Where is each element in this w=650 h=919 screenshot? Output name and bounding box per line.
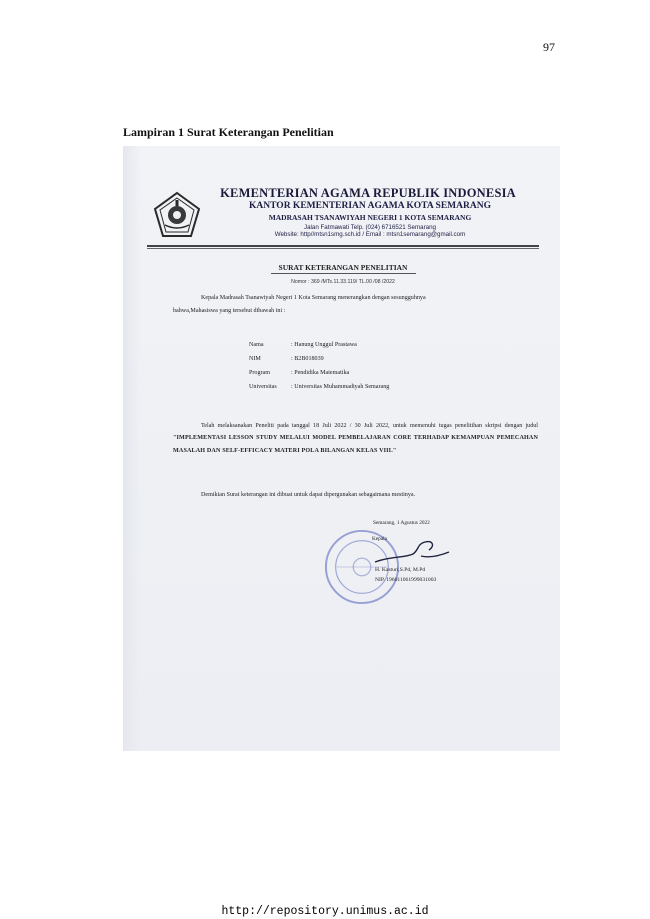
letter-number: Nomor : 369 /MTs.11.33.119/ TL.00 /08 /2022 [291,279,395,285]
letterhead-ministry: KEMENTERIAN AGAMA REPUBLIK INDONESIA [220,186,516,200]
statement-intro: Telah melaksanakan Peneliti pada tanggal 18 Juli 2022 / 30 Juli 2022, untuk memenuhi tugas penelitihan skripsi dengan judul [201,423,538,429]
opening-line-2: bahwa,Mahasiswa yang tersebut dibawah ini : [173,308,286,314]
letterhead-contact: Website: http//mtsn1smg.sch.id / Email : mtsn1semarang@gmail.com [274,231,466,238]
letterhead-office: KANTOR KEMENTERIAN AGAMA KOTA SEMARANG [249,201,491,211]
letterhead-rule-thin [147,248,539,249]
signer-role: Kepala [372,536,387,542]
field-value: : Pendidika Matematika [291,370,350,376]
field-label: Nama [249,342,264,348]
closing-line: Demikian Surat keterangan ini dibuat untuk dapat dipergunakan sebagaimana mestinya. [201,492,416,498]
repository-url: http://repository.unimus.ac.id [221,905,429,918]
thesis-title: "IMPLEMENTASI LESSON STUDY MELALUI MODEL PEMBELAJARAN CORE TERHADAP KEMAMPUAN PEMECAHAN MASALAH DAN SELF-EFFICACY MATERI POLA BILANGAN KELAS VIII." [173,435,538,454]
research-statement [173,420,538,457]
field-row-program [249,370,349,376]
letterhead-rule [147,245,539,247]
place-date: Semarang, 1 Agustus 2022 [373,520,430,526]
field-value: : B2B018039 [291,356,324,362]
field-label: Universitas [249,384,277,390]
letterhead-address: Jalan Fatmawati Telp. (024) 6716521 Semarang [304,224,436,231]
opening-line-1: Kepala Madrasah Tsanawiyah Negeri 1 Kota Semarang menerangkan dengan sesungguhnya [201,295,426,301]
field-value: : Universitas Muhammadiyah Semarang [291,384,390,390]
field-row-nim [249,356,324,362]
page-number: 97 [543,40,555,54]
scanned-letter [123,146,560,751]
field-row-name [249,342,357,348]
signer-nip: NIP. 196611061999031003 [375,577,437,583]
field-row-university [249,384,389,390]
letterhead-school: MADRASAH TSANAWIYAH NEGERI 1 KOTA SEMARANG [268,213,472,222]
ministry-logo-icon [153,191,201,239]
field-label: NIM [249,356,261,362]
handwritten-signature-icon [373,532,453,572]
letter-title: SURAT KETERANGAN PENELITIAN [278,263,408,272]
title-underline [271,273,416,274]
field-value: : Hanung Unggul Prastawa [291,342,357,348]
signer-name: H. Kasturi,S.Pd, M.Pd [375,567,426,573]
appendix-caption: Lampiran 1 Surat Keterangan Penelitian [123,125,334,139]
field-label: Program [249,370,270,376]
